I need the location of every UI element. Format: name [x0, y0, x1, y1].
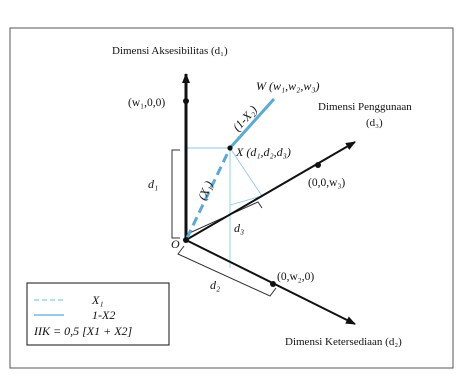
label-segment-one-minus-x2: (1-X₂) [229, 102, 260, 135]
axis-label-d3-line2: (d₃) [366, 117, 383, 129]
guide-depth [230, 196, 262, 205]
legend [27, 283, 169, 345]
point-w3 [315, 162, 321, 168]
dimension-brackets [172, 150, 276, 296]
point-x [227, 145, 232, 150]
legend-label-x1: X₁ [92, 293, 104, 307]
point-origin [183, 237, 189, 243]
bracket-d1 [172, 150, 180, 238]
axis-label-d2: Dimensi Ketersediaan (d₂) [285, 336, 402, 348]
axis-label-d3-line1: Dimensi Penggunaan [318, 101, 412, 113]
label-origin: O [171, 237, 180, 251]
label-w3: (0,0,w₃) [308, 177, 346, 189]
legend-formula: IIK = 0,5 [X1 + X2] [34, 324, 133, 338]
point-w2 [270, 281, 276, 287]
point-w1 [183, 98, 189, 104]
bracket-d3 [185, 202, 262, 241]
label-dim-d1: d₁ [148, 177, 159, 191]
label-w1: (w₁,0,0) [128, 97, 166, 109]
label-dim-d3: d₃ [234, 221, 245, 235]
label-w: W (w₁,w₂,w₃) [256, 79, 320, 93]
legend-label-one-minus-x2: 1-X2 [92, 308, 116, 322]
label-segment-x1: (X₁) [194, 178, 216, 203]
bracket-d2 [178, 246, 276, 296]
label-dim-d2: d₂ [210, 278, 221, 292]
axis-label-d1: Dimensi Aksesibilitas (d₁) [112, 45, 228, 57]
label-w2: (0,w₂,0) [277, 271, 315, 283]
label-x: X (d₁,d₂,d₃) [236, 145, 291, 159]
